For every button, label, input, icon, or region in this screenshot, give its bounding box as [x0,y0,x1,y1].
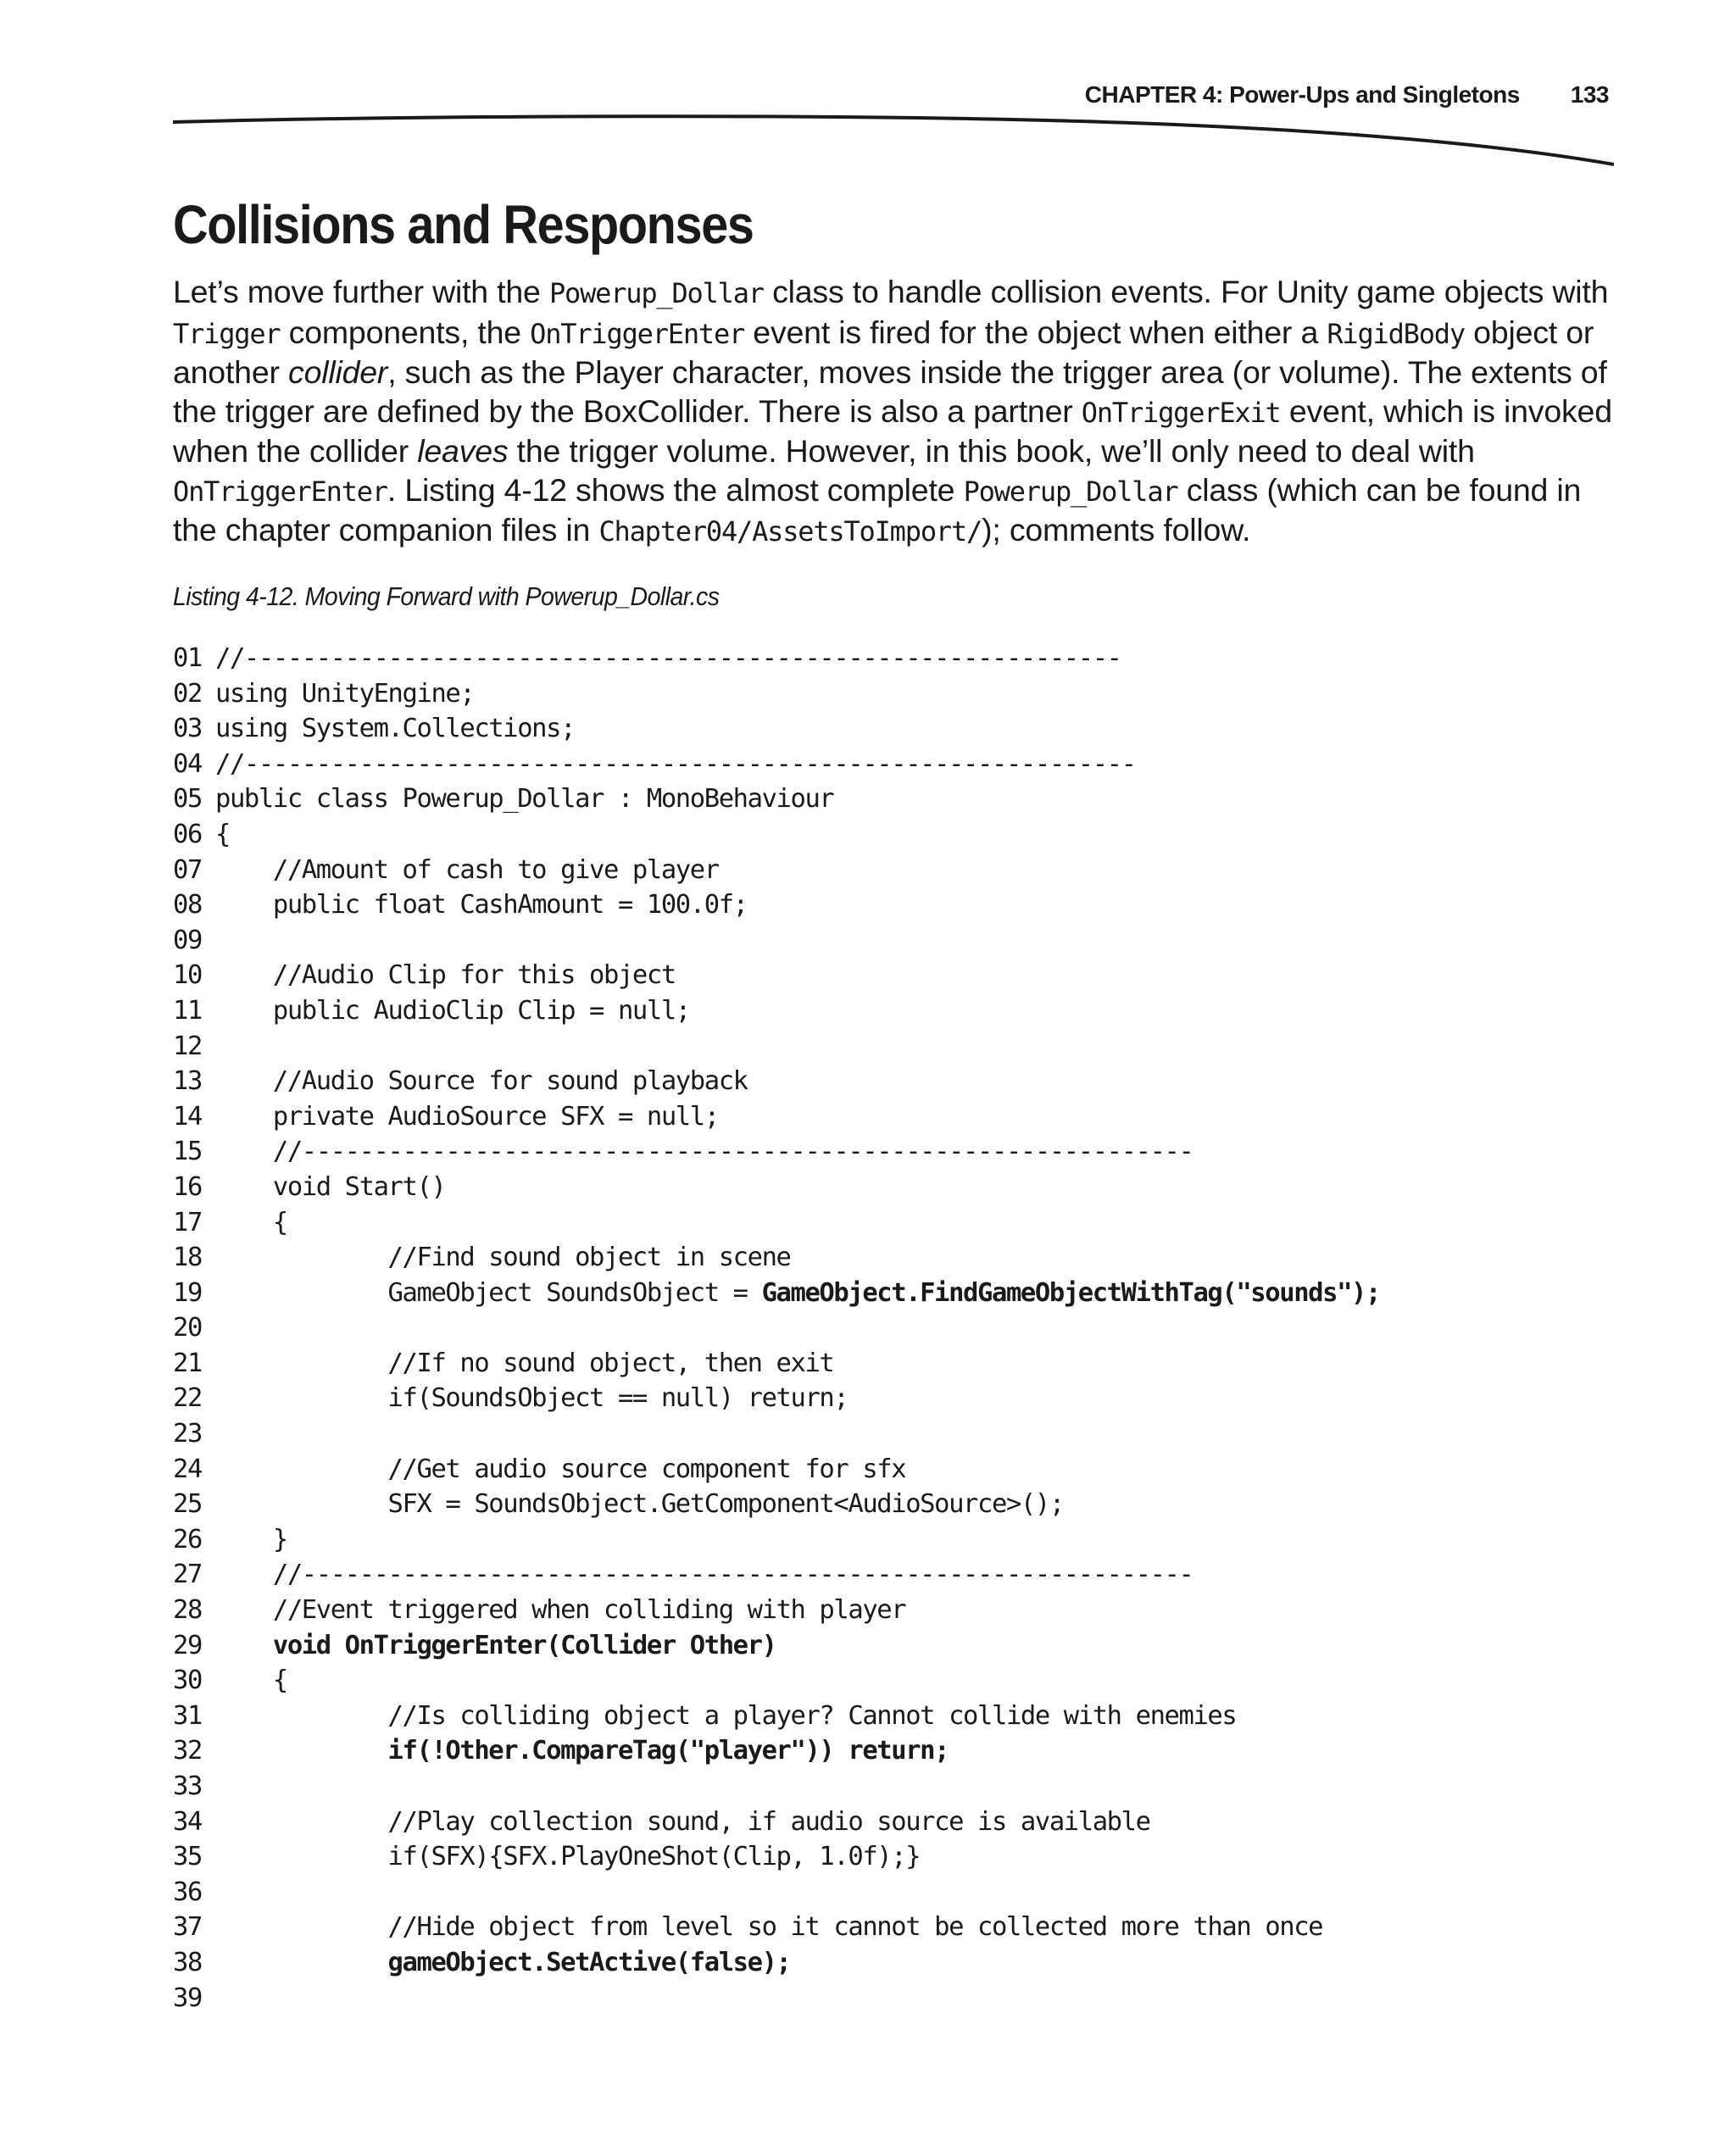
code-text: GameObject SoundsObject = [215,1277,762,1308]
code-text-bold: GameObject.FindGameObjectWithTag("sounds"); [761,1277,1380,1308]
line-number: 09 [173,925,202,955]
listing-caption: Listing 4-12. Moving Forward with Powerup_Dollar.cs [173,581,720,611]
line-number: 29 [173,1630,202,1660]
paragraph-text: event is fired for the object when either a [744,314,1327,350]
code-line [173,1205,1614,1241]
line-number: 04 [173,748,202,779]
code-text: //Amount of cash to give player [215,854,719,885]
page-number: 133 [1570,81,1609,108]
code-text: //Is colliding object a player? Cannot collide with enemies [215,1700,1237,1731]
code-line [173,1699,1614,1734]
line-number: 08 [173,890,202,920]
code-text: //Hide object from level so it cannot be collected more than once [215,1912,1323,1943]
line-number: 03 [173,714,202,744]
inline-code: RigidBody [1327,317,1465,350]
code-line [173,1910,1614,1945]
code-line [173,1945,1614,1981]
code-text: using System.Collections; [215,714,576,744]
code-text: gameObject.SetActive(false); [215,1947,791,1977]
line-number: 22 [173,1383,202,1414]
code-text: //Audio Clip for this object [215,960,676,991]
code-line [173,1416,1614,1452]
code-line [173,781,1614,817]
paragraph-text: event, which is invoked when the collider [173,392,1612,469]
code-text: void Start() [215,1171,446,1202]
line-number: 28 [173,1595,202,1626]
code-text: //Audio Source for sound playback [215,1066,748,1097]
code-line [173,1839,1614,1875]
paragraph-text: object or another [173,314,1594,390]
code-line [173,993,1614,1029]
paragraph-text: class (which can be found in the chapter companion files in [173,471,1582,548]
code-text: //-------------------------------------------------------------- [215,1560,1194,1590]
running-head [0,81,1609,108]
code-line [173,1557,1614,1593]
line-number: 23 [173,1419,202,1449]
paragraph-text: . Listing 4-12 shows the almost complete [387,471,964,508]
line-number: 16 [173,1171,202,1202]
code-text: //Play collection sound, if audio source is available [215,1806,1150,1837]
code-line [173,1628,1614,1664]
line-number: 17 [173,1207,202,1237]
code-line [173,1875,1614,1910]
line-number: 01 [173,643,202,673]
code-line [173,1240,1614,1276]
line-number: 25 [173,1489,202,1520]
inline-code: Trigger [173,317,281,350]
line-number: 30 [173,1666,202,1696]
line-number: 19 [173,1277,202,1308]
code-listing [173,641,1614,2016]
code-line [173,1346,1614,1382]
line-number: 35 [173,1842,202,1872]
line-number: 31 [173,1700,202,1731]
code-text: //If no sound object, then exit [215,1348,834,1378]
inline-code: OnTriggerExit [1081,396,1281,429]
code-text: void OnTriggerEnter(Collider Other) [215,1630,776,1660]
body-paragraph [173,273,1614,552]
code-text: } [215,1524,287,1554]
code-text: { [215,1207,287,1237]
line-number: 05 [173,784,202,815]
line-number: 26 [173,1524,202,1554]
line-number: 07 [173,854,202,885]
emphasis-text: leaves [417,433,509,469]
line-number: 37 [173,1912,202,1943]
code-line [173,1170,1614,1205]
section-title: Collisions and Responses [173,194,754,255]
code-line [173,711,1614,747]
inline-code: OnTriggerEnter [530,317,745,350]
code-line [173,641,1614,676]
paragraph-text: ); comments follow. [982,512,1251,548]
code-text: if(!Other.CompareTag("player")) return; [215,1736,949,1766]
line-number: 24 [173,1454,202,1484]
line-number: 20 [173,1313,202,1343]
code-text: public AudioClip Clip = null; [215,995,690,1026]
line-number: 34 [173,1806,202,1837]
line-number: 13 [173,1066,202,1097]
chapter-title: CHAPTER 4: Power-Ups and Singletons [1084,81,1520,108]
code-text: //------------------------------------------------------------- [215,643,1121,673]
code-line [173,1981,1614,2016]
line-number: 15 [173,1137,202,1167]
line-number: 33 [173,1771,202,1801]
line-number: 32 [173,1736,202,1766]
line-number: 21 [173,1348,202,1378]
code-line [173,747,1614,782]
code-line [173,887,1614,923]
inline-code: OnTriggerEnter [173,475,387,508]
code-line [173,1805,1614,1840]
code-text: if(SFX){SFX.PlayOneShot(Clip, 1.0f);} [215,1842,921,1872]
code-text: //Find sound object in scene [215,1243,791,1273]
inline-code: Powerup_Dollar [548,277,764,309]
code-text: if(SoundsObject == null) return; [215,1383,849,1414]
code-line [173,1452,1614,1488]
code-text: public class Powerup_Dollar : MonoBehaviour [215,784,834,815]
line-number: 39 [173,1983,202,2013]
line-number: 27 [173,1560,202,1590]
code-line [173,1099,1614,1135]
code-line [173,1733,1614,1769]
paragraph-text: components, the [280,314,531,350]
code-line [173,1310,1614,1346]
line-number: 18 [173,1243,202,1273]
code-text: //Event triggered when colliding with player [215,1595,906,1626]
line-number: 38 [173,1947,202,1977]
code-line [173,1381,1614,1416]
code-line [173,1029,1614,1065]
header-rule [173,108,1614,176]
code-text: public float CashAmount = 100.0f; [215,890,748,920]
code-text: { [215,1666,287,1696]
code-text: //-------------------------------------------------------------- [215,748,1136,779]
code-line [173,958,1614,993]
code-line [173,1769,1614,1805]
code-line [173,676,1614,712]
code-line [173,1064,1614,1099]
line-number: 11 [173,995,202,1026]
code-line [173,1522,1614,1558]
line-number: 06 [173,819,202,849]
code-line [173,1134,1614,1170]
inline-code: Powerup_Dollar [963,475,1178,508]
paragraph-text: the trigger volume. However, in this book, we’ll only need to deal with [508,433,1475,469]
code-text: //Get audio source component for sfx [215,1454,906,1484]
code-line [173,1487,1614,1522]
line-number: 10 [173,960,202,991]
code-line [173,817,1614,853]
code-text: using UnityEngine; [215,678,475,709]
inline-code: Chapter04/AssetsToImport/ [598,515,982,548]
code-text: //-------------------------------------------------------------- [215,1137,1194,1167]
code-line [173,1276,1614,1311]
code-text: { [215,819,230,849]
code-text: private AudioSource SFX = null; [215,1101,719,1132]
code-line [173,1593,1614,1628]
code-line [173,923,1614,959]
line-number: 14 [173,1101,202,1132]
code-text: SFX = SoundsObject.GetComponent<AudioSource>(); [215,1489,1064,1520]
code-line [173,1663,1614,1699]
paragraph-text: , such as the Player character, moves inside the trigger area (or volume). The extents of the trigger are defined by the BoxCollider. There is also a partner [173,354,1607,429]
emphasis-text: collider [288,354,388,390]
code-line [173,853,1614,888]
paragraph-text: class to handle collision events. For Unity game objects with [763,274,1609,309]
line-number: 36 [173,1877,202,1907]
line-number: 12 [173,1031,202,1061]
paragraph-text: Let’s move further with the [173,274,549,309]
line-number: 02 [173,678,202,709]
